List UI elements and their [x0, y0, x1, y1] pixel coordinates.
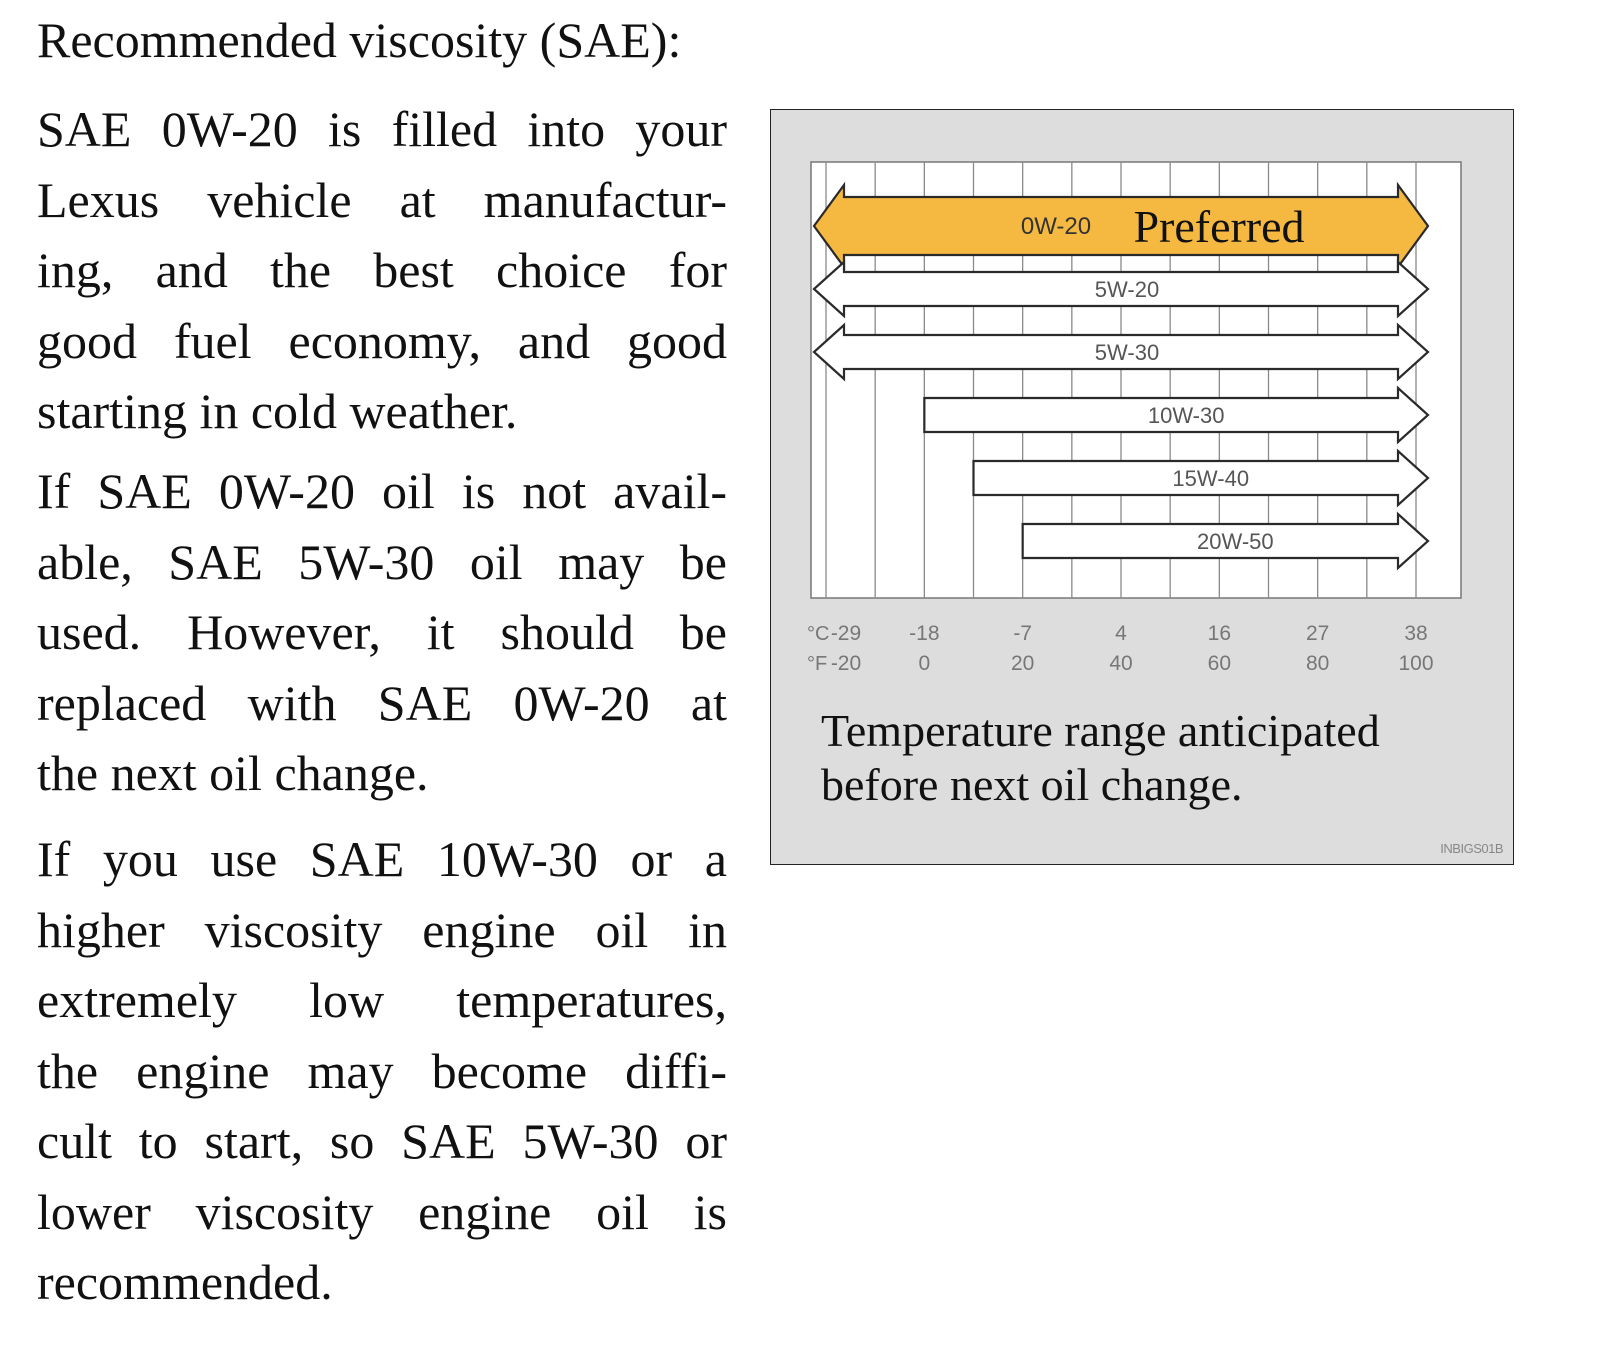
text-line: replaced with SAE 0W-20 at	[37, 674, 727, 731]
text-line: Lexus vehicle at manufactur-	[37, 171, 727, 228]
paragraph-factory-fill	[37, 94, 727, 447]
text-line: used. However, it should be	[37, 604, 727, 660]
text-line: If SAE 0W-20 oil is not avail-	[37, 463, 727, 519]
figure-caption	[821, 704, 1380, 812]
paragraph-substitute-oil	[37, 456, 727, 809]
tick-label-celsius: -29	[830, 622, 862, 645]
text-line: able, SAE 5W-30 oil may be	[37, 533, 727, 590]
tick-label-fahrenheit: 80	[1305, 652, 1330, 675]
text-line: the next oil change.	[37, 745, 429, 801]
bar-label: 5W-20	[1094, 277, 1160, 302]
tick-label-celsius: 27	[1305, 622, 1330, 645]
axis-unit-celsius: °C	[807, 623, 830, 645]
tick-label-fahrenheit: 0	[918, 652, 931, 675]
tick-label-fahrenheit: -20	[830, 652, 862, 675]
tick-label-celsius: -18	[909, 622, 940, 645]
section-heading: Recommended viscosity (SAE):	[37, 12, 682, 68]
caption-line: before next oil change.	[821, 759, 1243, 810]
tick-label-fahrenheit: 100	[1398, 652, 1434, 675]
axis-unit-fahrenheit: °F	[807, 653, 828, 675]
bar-label: 15W-40	[1172, 466, 1250, 491]
bar-label: 20W-50	[1197, 529, 1274, 554]
text-line: extremely low temperatures,	[37, 972, 727, 1028]
text-line: good fuel economy, and good	[37, 312, 727, 369]
text-line: starting in cold weather.	[37, 383, 518, 439]
text-line: SAE 0W-20 is filled into your	[37, 101, 727, 157]
text-line: If you use SAE 10W-30 or a	[37, 831, 727, 887]
tick-label-celsius: 4	[1115, 622, 1127, 645]
tick-label-fahrenheit: 20	[1010, 652, 1035, 675]
figure-id: INBIGS01B	[1440, 841, 1503, 856]
tick-label-fahrenheit: 60	[1207, 652, 1232, 675]
viscosity-chart	[771, 110, 1515, 700]
text-line: recommended.	[37, 1254, 333, 1310]
caption-line: Temperature range anticipated	[821, 705, 1380, 756]
paragraph-low-temperature	[37, 824, 727, 1318]
tick-label-celsius: -7	[1013, 622, 1033, 645]
text-line: the engine may become diffi-	[37, 1042, 727, 1099]
tick-label-celsius: 16	[1207, 622, 1232, 645]
bar-label: 0W-20	[1020, 213, 1092, 240]
bar-label: 10W-30	[1147, 403, 1225, 428]
text-line: lower viscosity engine oil is	[37, 1183, 727, 1240]
bar-label: 5W-30	[1094, 340, 1160, 365]
text-line: cult to start, so SAE 5W-30 or	[37, 1113, 727, 1169]
tick-label-fahrenheit: 40	[1109, 652, 1133, 675]
text-line: higher viscosity engine oil in	[37, 901, 727, 958]
text-line: ing, and the best choice for	[37, 242, 727, 298]
tick-label-celsius: 38	[1404, 622, 1428, 645]
viscosity-range-bar	[814, 185, 1428, 267]
viscosity-chart-figure	[770, 109, 1514, 865]
bar-annotation: Preferred	[1133, 201, 1305, 252]
